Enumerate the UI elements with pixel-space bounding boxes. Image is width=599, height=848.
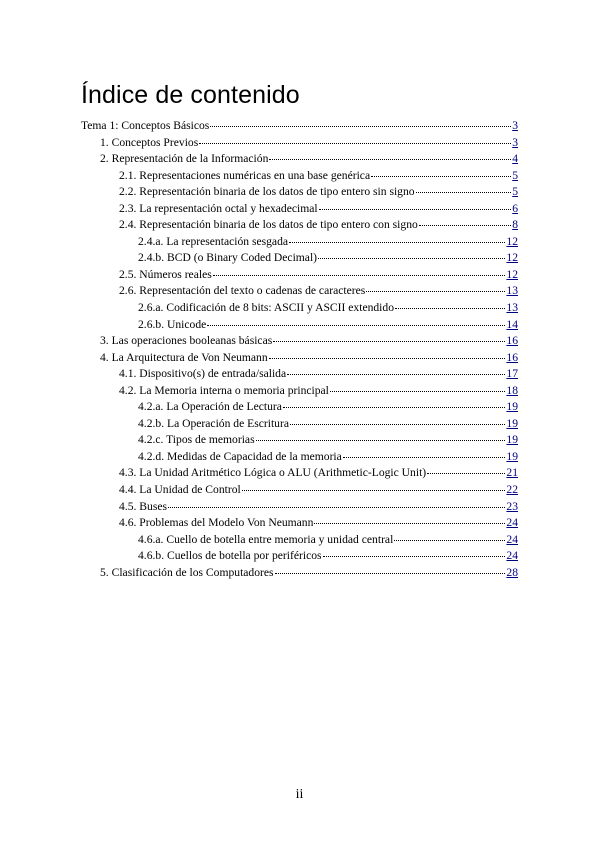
toc-entry[interactable] [81,333,518,350]
toc-page-link[interactable]: 17 [506,367,518,381]
toc-entry-title: 2.2. Representación binaria de los datos de tipo entero sin signo [119,185,415,199]
toc-entry[interactable] [81,499,518,516]
dot-leader [269,158,511,160]
toc-page-link[interactable]: 16 [506,350,518,364]
toc-page-link[interactable]: 28 [506,565,518,579]
dot-leader [314,522,505,524]
dot-leader [242,489,506,491]
dot-leader [366,290,505,292]
toc-entry-title: 4.6. Problemas del Modelo Von Neumann [119,516,314,530]
toc-entry-title: 4.2.c. Tipos de memorias [138,433,255,447]
toc-page-link[interactable]: 12 [506,251,518,265]
dot-leader [395,307,505,309]
toc-page-link[interactable]: 21 [506,466,518,480]
toc-entry[interactable] [81,118,518,135]
toc-page-link[interactable]: 24 [506,549,518,563]
page-number: ii [295,787,304,802]
toc-page-link[interactable]: 19 [506,400,518,414]
dot-leader [283,406,506,408]
dot-leader [371,175,511,177]
toc-entry[interactable] [81,317,518,334]
toc-page-link[interactable]: 24 [506,516,518,530]
toc-entry-title: 2.6.b. Unicode [138,317,207,331]
toc-entry[interactable] [81,184,518,201]
toc-page-link[interactable]: 23 [506,499,518,513]
dot-leader [213,274,506,276]
toc-page-link[interactable]: 13 [506,301,518,315]
toc-entry-title: 5. Clasificación de los Computadores [100,565,274,579]
dot-leader [289,241,505,243]
toc-page-link[interactable]: 16 [506,334,518,348]
toc-entry-title: 4.3. La Unidad Aritmético Lógica o ALU (Arithmetic-Logic Unit) [119,466,427,480]
toc-entry[interactable] [81,432,518,449]
toc-page-link[interactable]: 19 [506,416,518,430]
toc-entry-title: Tema 1: Conceptos Básicos [81,119,210,132]
toc-heading: Índice de contenido [81,81,300,109]
toc-entry-title: 4.6.a. Cuello de botella entre memoria y unidad central [138,532,394,546]
toc-entry[interactable] [81,548,518,565]
toc-entry-title: 4. La Arquitectura de Von Neumann [100,350,268,364]
toc-entry-title: 2.4.a. La representación sesgada [138,234,289,248]
toc-page-link[interactable]: 24 [506,532,518,546]
toc-entry[interactable] [81,515,518,532]
dot-leader [256,439,506,441]
toc-page-link[interactable]: 5 [512,168,518,182]
toc-entry[interactable] [81,283,518,300]
dot-leader [290,423,505,425]
toc-entry-title: 2.3. La representación octal y hexadecimal [119,201,318,215]
dot-leader [427,472,505,474]
toc-page-link[interactable]: 18 [506,383,518,397]
dot-leader [416,191,512,193]
toc-entry-title: 2.5. Números reales [119,267,212,281]
toc-page-link[interactable]: 14 [506,317,518,331]
toc-entry-title: 4.4. La Unidad de Control [119,483,241,497]
toc-entry[interactable] [81,151,518,168]
toc-entry[interactable] [81,465,518,482]
dot-leader [210,125,511,127]
toc-entry[interactable] [81,449,518,466]
toc-entry[interactable] [81,267,518,284]
toc-page-link[interactable]: 13 [506,284,518,298]
toc-entry[interactable] [81,482,518,499]
dot-leader [323,555,506,557]
toc-entry[interactable] [81,201,518,218]
toc-page-link[interactable]: 12 [506,267,518,281]
toc-entry-title: 4.2.a. La Operación de Lectura [138,400,282,414]
dot-leader [319,208,512,210]
toc-entry[interactable] [81,366,518,383]
dot-leader [287,373,505,375]
toc-entry[interactable] [81,135,518,152]
toc-entry[interactable] [81,234,518,251]
toc-entry-title: 4.1. Dispositivo(s) de entrada/salida [119,367,287,381]
toc-entry-title: 3. Las operaciones booleanas básicas [100,334,273,348]
toc-entry[interactable] [81,350,518,367]
toc-entry-title: 2.6.a. Codificación de 8 bits: ASCII y ASCII extendido [138,301,395,315]
dot-leader [273,340,505,342]
toc-entry-title: 4.2.d. Medidas de Capacidad de la memoria [138,449,342,463]
toc-entry[interactable] [81,399,518,416]
toc-entry[interactable] [81,416,518,433]
toc-entry-title: 4.6.b. Cuellos de botella por periféricos [138,549,322,563]
toc-entry-title: 4.5. Buses [119,499,167,513]
toc-page-link[interactable]: 5 [512,185,518,199]
toc-page-link[interactable]: 12 [506,234,518,248]
toc-page-link[interactable]: 3 [512,119,518,132]
toc-page-link[interactable]: 19 [506,449,518,463]
dot-leader [318,257,505,259]
toc-entry[interactable] [81,383,518,400]
toc-entry-title: 2.6. Representación del texto o cadenas de caracteres [119,284,366,298]
table-of-contents [81,118,518,581]
toc-entry[interactable] [81,300,518,317]
toc-entry-title: 4.2.b. La Operación de Escritura [138,416,289,430]
toc-page-link[interactable]: 6 [512,201,518,215]
dot-leader [419,224,511,226]
toc-page-link[interactable]: 19 [506,433,518,447]
toc-entry-title: 2.4.b. BCD (o Binary Coded Decimal) [138,251,318,265]
toc-entry[interactable] [81,168,518,185]
toc-page-link[interactable]: 8 [512,218,518,232]
dot-leader [207,324,505,326]
dot-leader [269,357,506,359]
toc-entry[interactable] [81,565,518,582]
toc-page-link[interactable]: 3 [512,135,518,149]
dot-leader [394,539,505,541]
toc-page-link[interactable]: 4 [512,152,518,166]
toc-entry[interactable] [81,532,518,549]
toc-entry-title: 2.4. Representación binaria de los datos de tipo entero con signo [119,218,418,232]
toc-entry-title: 2. Representación de la Información [100,152,269,166]
toc-entry[interactable] [81,250,518,267]
toc-entry-title: 4.2. La Memoria interna o memoria principal [119,383,329,397]
dot-leader [168,506,505,508]
toc-entry-title: 2.1. Representaciones numéricas en una base genérica [119,168,371,182]
dot-leader [343,456,506,458]
toc-entry-title: 1. Conceptos Previos [100,135,199,149]
toc-entry[interactable] [81,217,518,234]
toc-page-link[interactable]: 22 [506,483,518,497]
dot-leader [199,142,511,144]
dot-leader [275,572,506,574]
dot-leader [330,390,506,392]
